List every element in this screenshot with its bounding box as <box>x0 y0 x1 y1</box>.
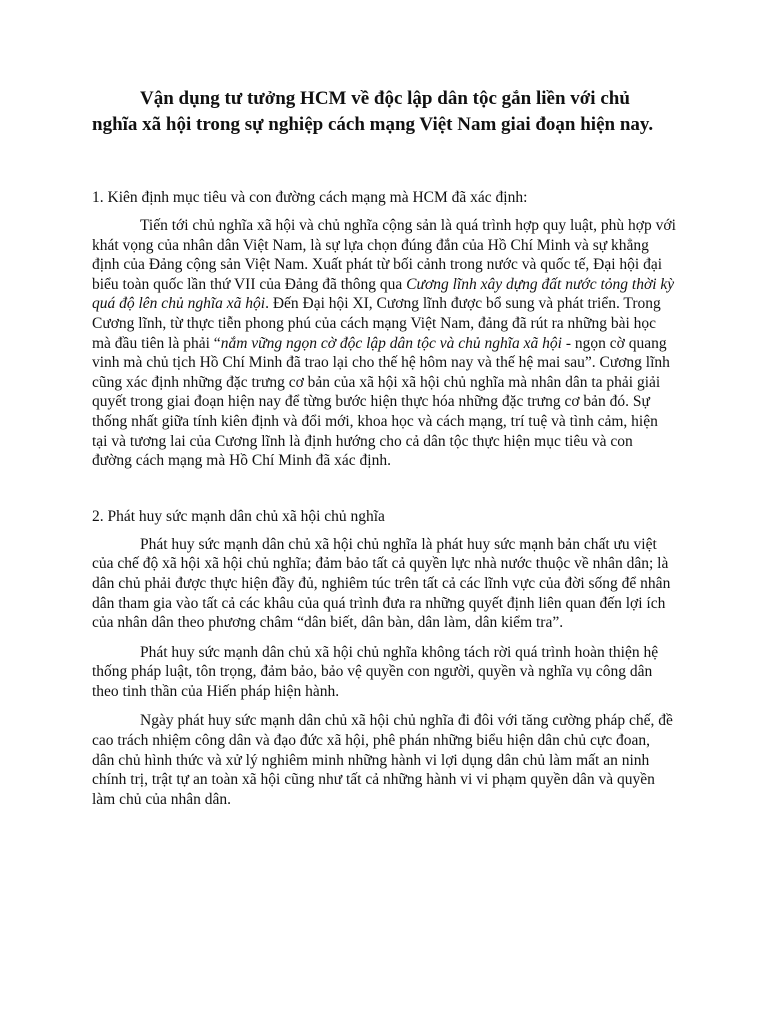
section-2-heading: 2. Phát huy sức mạnh dân chủ xã hội chủ nghĩa <box>92 507 385 525</box>
section-1-heading: 1. Kiên định mục tiêu và con đường cách mạng mà HCM đã xác định: <box>92 189 528 206</box>
section-1-paragraph-1 <box>92 216 676 471</box>
text-run: Tiến tới chủ nghĩa xã hội và chủ nghĩa cộng sản là quá trình hợp quy luật, phù hợp với khát vọng của nhân dân Việt Nam, là sự lựa chọn đúng đắn của Hồ Chí Minh và sự khẳng định của Đảng cộng sản Việt Nam. Xuất phát từ bối cảnh trong nước và quốc tế, Đại hội đại biểu toàn quốc lần thứ VII của Đảng đã thông qua <box>92 217 676 293</box>
section-2-paragraph-1: Phát huy sức mạnh dân chủ xã hội chủ nghĩa là phát huy sức mạnh bản chất ưu việt của chế độ xã hội xã hội chủ nghĩa; đảm bảo tất cả quyền lực nhà nước thuộc về nhân dân; là dân chủ phải được thực hiện đầy đủ, nghiêm túc trên tất cả các lĩnh vực của đời sống để nhân dân tham gia vào tất cả các khâu của quá trình đưa ra những quyết định liên quan đến lợi ích của nhân dân theo phương châm “dân biết, dân bàn, dân làm, dân kiểm tra”. <box>92 535 671 632</box>
document-title: Vận dụng tư tưởng HCM về độc lập dân tộc gắn liền với chủ nghĩa xã hội trong sự nghiệp cách mạng Việt Nam giai đoạn hiện nay. <box>92 88 654 135</box>
section-2-paragraph-2: Phát huy sức mạnh dân chủ xã hội chủ nghĩa không tách rời quá trình hoàn thiện hệ thống pháp luật, tôn trọng, đảm bảo, bảo vệ quyền con người, quyền và nghĩa vụ công dân theo tinh thần của Hiến pháp hiện hành. <box>92 643 659 700</box>
italic-run: nắm vững ngọn cờ độc lập dân tộc và chủ nghĩa xã hội <box>220 334 562 352</box>
text-run: - ngọn cờ quang vinh mà chủ tịch Hồ Chí Minh đã trao lại cho thế hệ hôm nay và thế hệ mai sau”. Cương lĩnh cũng xác định những đặc trưng cơ bản của xã hội xã hội chủ nghĩa mà nhân dân ta phải giải quyết trong giai đoạn hiện nay để từng bước hiện thực hóa những đặc trưng cơ bản đó. Sự thống nhất giữa tính kiên định và đổi mới, khoa học và cách mạng, trí tuệ và tình cảm, hiện tại và tương lai của Cương lĩnh là định hướng cho cả dân tộc thực hiện mục tiêu và con đường cách mạng mà Hồ Chí Minh đã xác định. <box>92 334 670 470</box>
section-2-paragraph-3: Ngày phát huy sức mạnh dân chủ xã hội chủ nghĩa đi đôi với tăng cường pháp chế, đề cao trách nhiệm công dân và đạo đức xã hội, phê phán những biểu hiện dân chủ cực đoan, dân chủ hình thức và xử lý nghiêm minh những hành vi lợi dụng dân chủ làm mất an ninh chính trị, trật tự an toàn xã hội cũng như tất cả những hành vi vi phạm quyền dân và quyền làm chủ của nhân dân. <box>92 712 673 808</box>
italic-run: Cương lĩnh xây dựng đất nước tỏng thời kỳ quá độ lên chủ nghĩa xã hội <box>92 275 675 313</box>
text-run: . Đến Đại hội XI, Cương lĩnh được bổ sung và phát triển. Trong Cương lĩnh, từ thực tiễn phong phú của cách mạng Việt Nam, đảng đã rút ra những bài học mà đầu tiên là phải “ <box>92 295 661 352</box>
